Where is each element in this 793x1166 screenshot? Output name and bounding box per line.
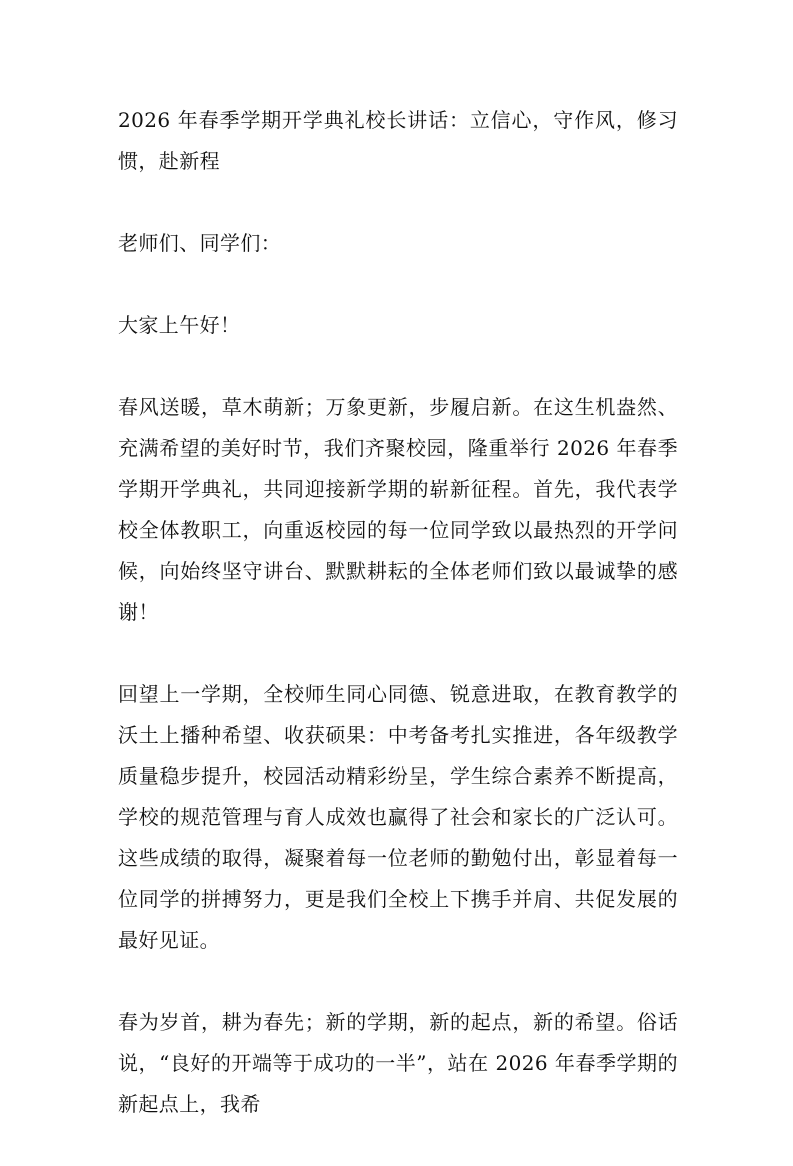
greeting: 大家上午好！ bbox=[118, 313, 241, 337]
paragraph-opening: 春风送暖，草木萌新；万象更新，步履启新。在这生机盎然、充满希望的美好时节，我们齐聚校园，隆重举行 2026 年春季学期开学典礼，共同迎接新学期的崭新征程。首先，我代表学校全体教职工，向重返校园的每一位同学致以最热烈的开学问候，向始终坚守讲台、默默耕耘的全体老师们致以最诚挚的感谢！ bbox=[118, 395, 678, 624]
salutation: 老师们、同学们： bbox=[118, 231, 282, 255]
document-page bbox=[118, 100, 678, 1166]
document-title: 2026 年春季学期开学典礼校长讲话：立信心，守作风，修习惯，赴新程 bbox=[118, 108, 678, 173]
paragraph-new-start: 春为岁首，耕为春先；新的学期，新的起点，新的希望。俗话说，“良好的开端等于成功的一半”，站在 2026 年春季学期的新起点上，我希 bbox=[118, 1010, 678, 1116]
paragraph-review: 回望上一学期，全校师生同心同德、锐意进取，在教育教学的沃土上播种希望、收获硕果：中考备考扎实推进，各年级教学质量稳步提升，校园活动精彩纷呈，学生综合素养不断提高，学校的规范管理与育人成效也赢得了社会和家长的广泛认可。这些成绩的取得，凝聚着每一位老师的勤勉付出，彰显着每一位同学的拼搏努力，更是我们全校上下携手并肩、共促发展的最好见证。 bbox=[118, 682, 678, 952]
